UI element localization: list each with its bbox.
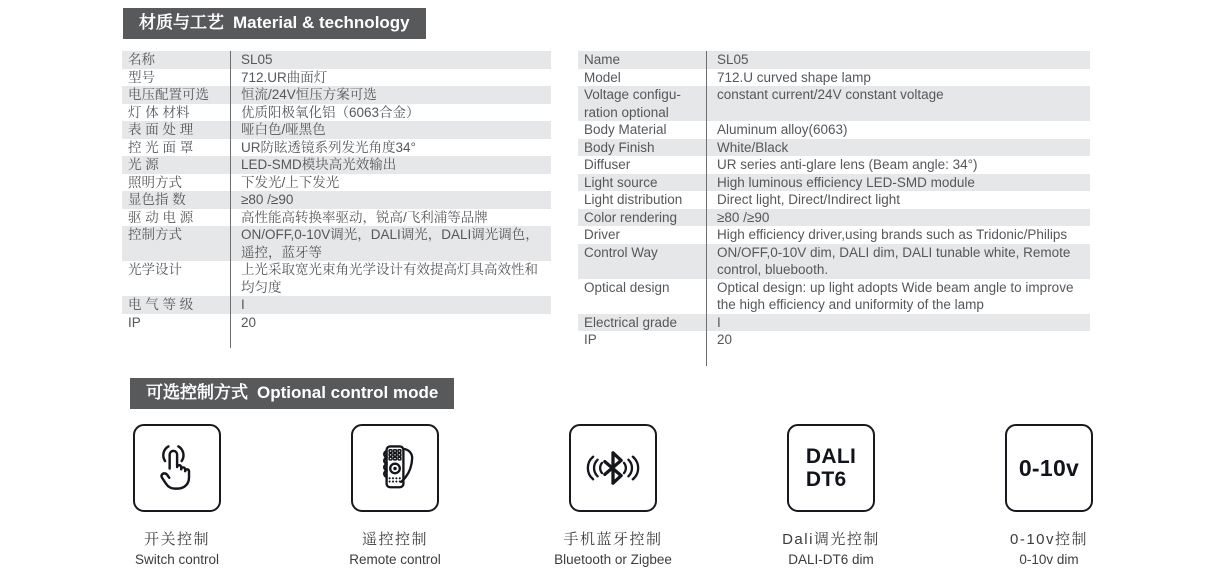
spec-table-chinese <box>122 51 551 348</box>
spec-value: ON/OFF,0-10V调光，DALI调光，DALI调光调色，遥控，蓝牙等 <box>230 226 551 261</box>
spec-label: Diffuser <box>584 157 631 172</box>
control-mode-label-en: Bluetooth or Zigbee <box>554 552 672 567</box>
table-row <box>122 296 551 314</box>
material-header-zh: 材质与工艺 <box>139 13 224 32</box>
table-row <box>122 226 551 261</box>
spec-value: ≥80 /≥90 <box>706 209 1090 227</box>
spec-value: High efficiency driver,using brands such as Tridonic/Philips <box>706 226 1090 244</box>
control-header-en: Optional control mode <box>257 383 439 402</box>
spec-label: Voltage configu-ration optional <box>584 87 681 120</box>
table-row <box>578 139 1090 157</box>
spec-label: 控制方式 <box>128 227 182 242</box>
table-row <box>122 314 551 332</box>
control-mode-label-zh: 开关控制 <box>143 531 210 548</box>
control-mode-label-zh: Dali调光控制 <box>782 531 880 548</box>
spec-value: High luminous efficiency LED-SMD module <box>706 174 1090 192</box>
spec-value: SL05 <box>230 51 551 69</box>
table-row <box>122 86 551 104</box>
control-mode-label-en: Switch control <box>134 552 220 567</box>
spec-label: 型号 <box>128 69 155 85</box>
remote-icon <box>351 424 439 512</box>
table-row <box>122 51 551 69</box>
table-row <box>122 191 551 209</box>
table-row <box>122 261 551 296</box>
control-mode-label-zh: 0-10v控制 <box>1009 531 1089 548</box>
spec-value: 恒流/24V恒压方案可选 <box>230 86 551 104</box>
table-row <box>578 209 1090 227</box>
table-row <box>578 156 1090 174</box>
spec-value: ON/OFF,0-10V dim, DALI dim, DALI tunable white, Remote control, bluebooth. <box>706 244 1090 279</box>
spec-value: White/Black <box>706 139 1090 157</box>
spec-value: I <box>706 314 1090 332</box>
spec-label: 照明方式 <box>128 174 182 190</box>
spec-value: 下发光/上下发光 <box>230 174 551 192</box>
spec-value: 上光采取宽光束角光学设计有效提高灯具高效性和均匀度 <box>230 261 551 296</box>
spec-label: 灯 体 材料 <box>128 104 190 120</box>
table-row <box>122 139 551 157</box>
spec-label: IP <box>128 314 141 330</box>
control-mode-label-en: DALI-DT6 dim <box>788 552 874 567</box>
table-row <box>578 279 1090 314</box>
spec-value: constant current/24V constant voltage <box>706 86 1090 121</box>
table-row <box>122 174 551 192</box>
control-mode-item <box>746 424 916 567</box>
spec-label: 名称 <box>128 52 155 67</box>
control-modes-row <box>92 424 1134 567</box>
control-mode-item <box>964 424 1134 567</box>
table-row <box>578 174 1090 192</box>
icon-text: DALI DT6 <box>805 445 857 491</box>
spec-value: LED-SMD模块高光效输出 <box>230 156 551 174</box>
spec-label: Driver <box>584 227 620 242</box>
table-divider-tail <box>122 331 551 348</box>
spec-label: Light source <box>584 174 658 190</box>
spec-label: Name <box>584 52 621 67</box>
touch-icon <box>133 424 221 512</box>
spec-label: 表 面 处 理 <box>128 122 194 137</box>
spec-label: Light distribution <box>584 192 683 207</box>
control-mode-item <box>310 424 480 567</box>
spec-label: Optical design <box>584 279 670 295</box>
spec-value: 20 <box>706 331 1090 349</box>
dali-dt6-icon <box>787 424 875 512</box>
spec-value: UR series anti-glare lens (Beam angle: 34°) <box>706 156 1090 174</box>
spec-label: Model <box>584 69 621 85</box>
control-header-zh: 可选控制方式 <box>146 383 248 402</box>
table-row <box>578 244 1090 279</box>
spec-value: 优质阳极氧化铝（6063合金） <box>230 104 551 122</box>
table-divider-tail <box>578 349 1090 366</box>
table-row <box>578 331 1090 349</box>
spec-label: Color rendering <box>584 209 678 225</box>
control-mode-label-en: Remote control <box>349 552 441 567</box>
table-row <box>578 314 1090 332</box>
spec-value: 高性能高转换率驱动，锐高/飞利浦等品牌 <box>230 209 551 227</box>
table-row <box>122 209 551 227</box>
spec-value: 20 <box>230 314 551 332</box>
table-row <box>578 226 1090 244</box>
control-section-header <box>130 378 454 409</box>
material-section-header <box>123 8 426 39</box>
spec-label: 电 气 等 级 <box>128 297 194 312</box>
table-row <box>122 69 551 87</box>
spec-value: I <box>230 296 551 314</box>
spec-value: SL05 <box>706 51 1090 69</box>
control-mode-label-zh: 遥控控制 <box>361 531 428 548</box>
spec-label: Control Way <box>584 244 658 260</box>
control-mode-label-en: 0-10v dim <box>1019 552 1079 567</box>
icon-text: 0-10v <box>1018 454 1080 481</box>
spec-label: IP <box>584 332 597 347</box>
spec-table-english <box>578 51 1090 366</box>
spec-label: 显色指 数 <box>128 192 186 207</box>
table-row <box>578 86 1090 121</box>
bluetooth-icon <box>569 424 657 512</box>
table-row <box>578 51 1090 69</box>
spec-label: Electrical grade <box>584 314 678 330</box>
spec-value: Direct light, Direct/Indirect light <box>706 191 1090 209</box>
spec-value: 哑白色/哑黑色 <box>230 121 551 139</box>
spec-label: 光 源 <box>128 157 159 172</box>
control-mode-label-zh: 手机蓝牙控制 <box>563 531 663 548</box>
spec-label: Body Finish <box>584 139 655 155</box>
spec-value: ≥80 /≥90 <box>230 191 551 209</box>
0-10v-icon <box>1005 424 1093 512</box>
spec-label: 电压配置可选 <box>128 87 209 102</box>
table-row <box>578 191 1090 209</box>
spec-label: 光学设计 <box>128 262 182 277</box>
control-mode-item <box>528 424 698 567</box>
spec-label: 驱 动 电 源 <box>128 209 194 225</box>
table-row <box>578 121 1090 139</box>
spec-value: Optical design: up light adopts Wide beam angle to improve the high efficiency and uniformity of the lamp <box>706 279 1090 314</box>
spec-value: 712.UR曲面灯 <box>230 69 551 87</box>
spec-label: 控 光 面 罩 <box>128 139 194 155</box>
spec-value: Aluminum alloy(6063) <box>706 121 1090 139</box>
material-header-en: Material & technology <box>233 13 410 32</box>
spec-label: Body Material <box>584 122 667 137</box>
table-row <box>122 156 551 174</box>
spec-value: UR防眩透镜系列发光角度34° <box>230 139 551 157</box>
spec-value: 712.U curved shape lamp <box>706 69 1090 87</box>
table-row <box>578 69 1090 87</box>
control-mode-item <box>92 424 262 567</box>
table-row <box>122 104 551 122</box>
table-row <box>122 121 551 139</box>
